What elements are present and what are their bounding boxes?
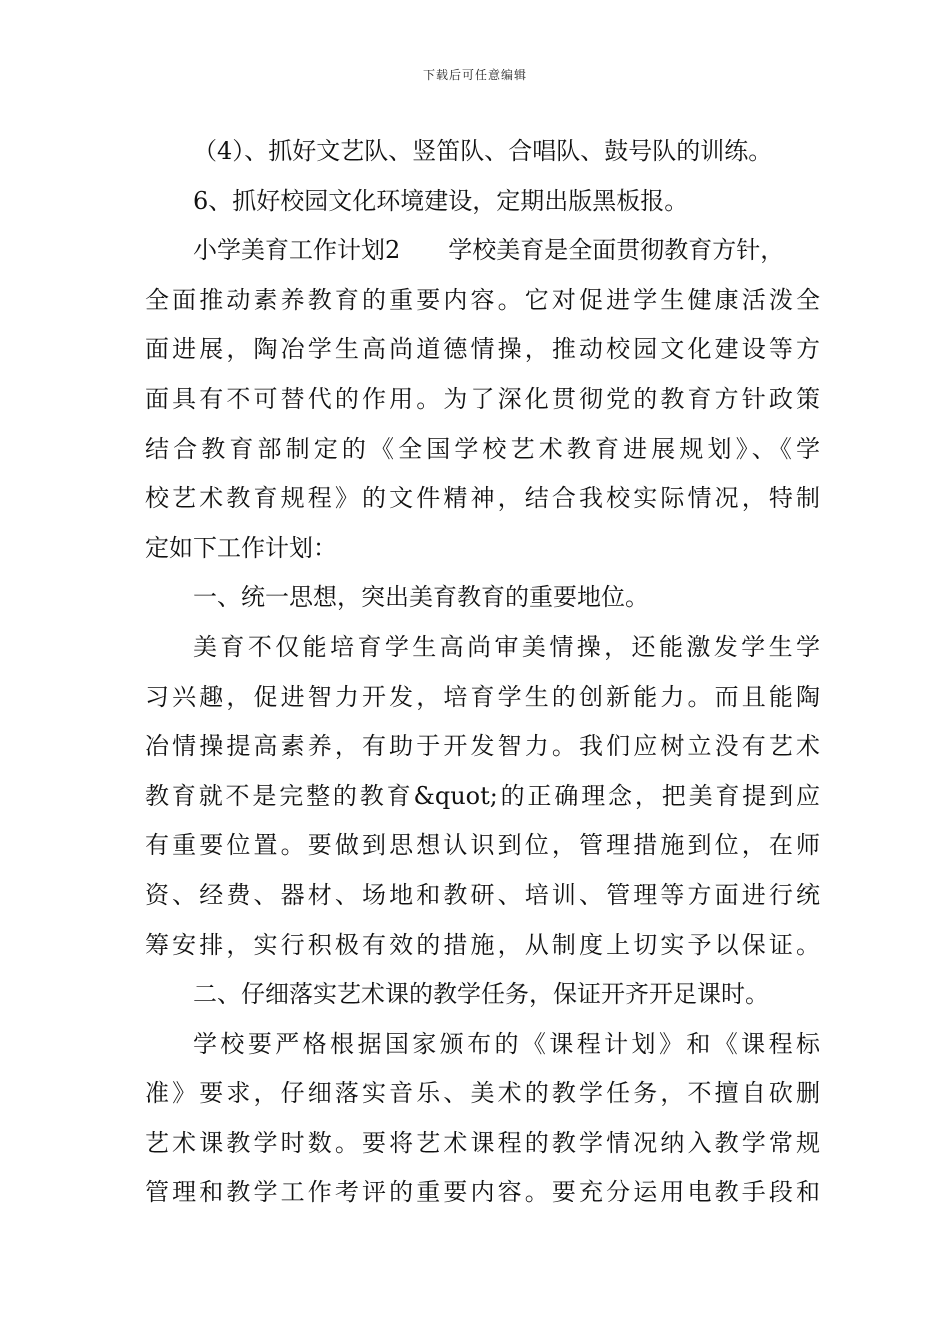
text-line: 冶情操提高素养，有助于开发智力。我们应树立没有艺术 [145, 732, 820, 761]
text-line: 面进展，陶冶学生高尚道德情操，推动校园文化建设等方 [145, 335, 820, 364]
text-line: 美育不仅能培育学生高尚审美情操，还能激发学生学 [193, 632, 820, 661]
text-line: 一、统一思想，突出美育教育的重要地位。 [193, 583, 649, 612]
body-text [145, 127, 820, 1218]
text-line: 有重要位置。要做到思想认识到位，管理措施到位，在师 [145, 831, 820, 860]
text-line: 教育就不是完整的教育&quot;的正确理念，把美育提到应 [145, 781, 820, 810]
text-line: 小学美育工作计划2 学校美育是全面贯彻教育方针， [193, 236, 785, 265]
text-line: 管理和教学工作考评的重要内容。要充分运用电教手段和 [145, 1178, 820, 1207]
text-line: 筹安排，实行积极有效的措施，从制度上切实予以保证。 [145, 930, 820, 959]
text-line: 艺术课教学时数。要将艺术课程的教学情况纳入教学常规 [145, 1128, 820, 1157]
text-line: 面具有不可替代的作用。为了深化贯彻党的教育方针政策 [145, 384, 820, 413]
text-line: 全面推动素养教育的重要内容。它对促进学生健康活泼全 [145, 285, 820, 314]
text-line: 学校要严格根据国家颁布的《课程计划》和《课程标 [193, 1029, 820, 1058]
text-line: 准》要求，仔细落实音乐、美术的教学任务，不擅自砍删 [145, 1079, 820, 1108]
text-line: 二、仔细落实艺术课的教学任务，保证开齐开足课时。 [193, 980, 769, 1009]
text-line: 6、抓好校园文化环境建设，定期出版黑板报。 [193, 186, 689, 215]
header-note: 下载后可任意编辑 [422, 68, 527, 82]
text-line: （4）、抓好文艺队、竖笛队、合唱队、鼓号队的训练。 [193, 137, 773, 165]
text-line: 定如下工作计划： [145, 533, 337, 562]
text-line: 习兴趣，促进智力开发，培育学生的创新能力。而且能陶 [145, 682, 820, 711]
text-line: 资、经费、器材、场地和教研、培训、管理等方面进行统 [145, 880, 820, 909]
text-line: 校艺术教育规程》的文件精神，结合我校实际情况，特制 [145, 484, 820, 513]
text-line: 结合教育部制定的《全国学校艺术教育进展规划》、《学 [145, 434, 820, 463]
